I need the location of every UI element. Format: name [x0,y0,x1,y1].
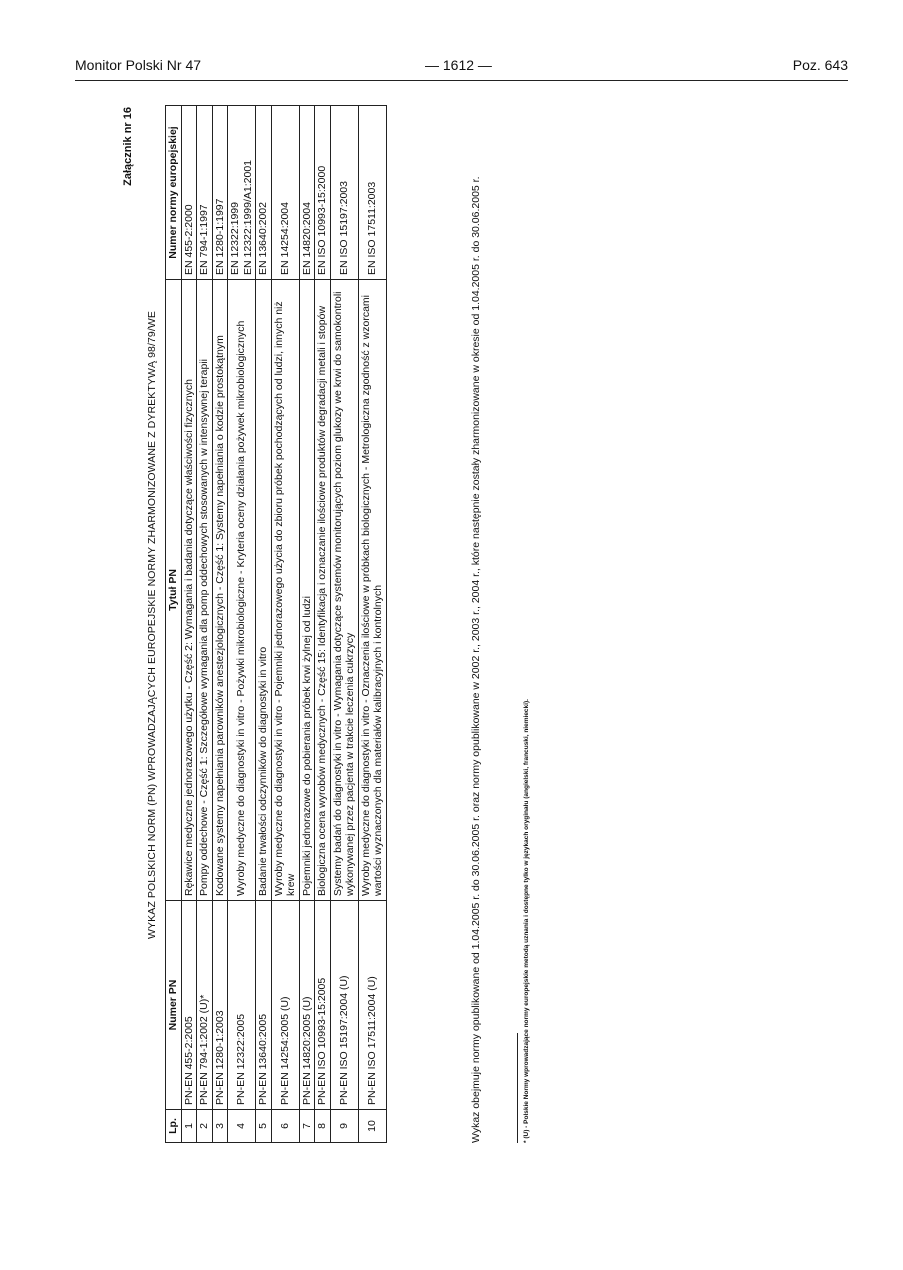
cell-pn-title: Pompy oddechowe - Część 1: Szczegółowe wymagania dla pomp oddechowych stosowanych w intensywnej terapii [197,280,213,901]
cell-pn-title: Badanie trwałości odczynników do diagnostyki in vitro [256,280,272,901]
rotated-content [122,102,552,1148]
page-header [75,57,848,79]
cell-en-number [256,106,272,280]
cell-en-number [271,106,299,280]
cell-pn-title: Wyroby medyczne do diagnostyki in vitro - Pojemniki jednorazowego użycia do zbioru próbek pochodzących od ludzi, innych niż krew [271,280,299,901]
publication-name: Monitor Polski Nr 47 [75,57,202,73]
table-row [181,106,197,1143]
cell-lp: 2 [197,1110,213,1143]
cell-pn-title: Systemy badań do diagnostyki in vitro - Wymagania dotyczące systemów monitorujących poziom glukozy we krwi do samokontroli wykonywanej przez pacjenta w trakcie leczenia cukrzycy [330,280,358,901]
en-number-line: EN 1280-1:1997 [213,198,226,275]
header-pn-number: Numer PN [166,901,182,1110]
cell-pn-number: PN-EN ISO 10993-15:2005 [315,901,331,1110]
en-number-line: EN ISO 17511:2003 [365,181,378,275]
annex-label: Załącznik nr 16 [122,107,134,186]
table-header-row [166,106,182,1143]
cell-pn-title: Pojemniki jednorazowe do pobierania próbek krwi żylnej od ludzi [299,280,315,901]
table-row [330,106,358,1143]
header-en-number: Numer normy europejskiej [166,106,182,280]
page-number: — 1612 — [425,57,492,73]
cell-pn-number: PN-EN 1280-1:2003 [212,901,228,1110]
table-row [256,106,272,1143]
header-lp: Lp. [166,1110,182,1143]
en-number-line: EN 12322:1999 [229,202,241,275]
cell-pn-title: Rękawice medyczne jednorazowego użytku - Część 2: Wymagania i badania dotyczące właściwości fizycznych [181,280,197,901]
cell-en-number [212,106,228,280]
cell-lp: 5 [256,1110,272,1143]
cell-en-number [330,106,358,280]
position-number: Poz. 643 [792,57,848,73]
header-divider [75,80,848,81]
cell-en-number [197,106,213,280]
cell-lp: 3 [212,1110,228,1143]
table-row [358,106,386,1143]
cell-lp: 1 [181,1110,197,1143]
en-number-line: EN ISO 15197:2003 [337,181,350,275]
cell-pn-number: PN-EN 14254:2005 (U) [271,901,299,1110]
table-body [181,106,386,1143]
en-number-line: EN 455-2:2000 [182,204,195,275]
table-row [212,106,228,1143]
cell-en-number [181,106,197,280]
cell-en-number [358,106,386,280]
scope-note: Wykaz obejmuje normy opublikowane od 1.04.2005 r. do 30.06.2005 r. oraz normy opublikowane w 2002 r., 2003 r., 2004 r., które następnie zostały zharmonizowane w okresie od 1.04.2005 r. do 30.06.2005 r. [470,176,482,1143]
cell-pn-title: Wyroby medyczne do diagnostyki in vitro - Pożywki mikrobiologiczne - Kryteria oceny działania pożywek mikrobiologicznych [228,280,256,901]
cell-lp: 6 [271,1110,299,1143]
cell-pn-number: PN-EN ISO 15197:2004 (U) [330,901,358,1110]
footnote-divider [517,1033,518,1143]
cell-pn-number: PN-EN ISO 17511:2004 (U) [358,901,386,1110]
cell-pn-number: PN-EN 455-2:2005 [181,901,197,1110]
cell-pn-number: PN-EN 13640:2005 [256,901,272,1110]
cell-pn-title: Kodowane systemy napełniania parowników anestezjologicznych - Część 1: Systemy napełniania o kodzie prostokątnym [212,280,228,901]
cell-pn-number: PN-EN 14820:2005 (U) [299,901,315,1110]
cell-lp: 7 [299,1110,315,1143]
document-title: WYKAZ POLSKICH NORM (PN) WPROWADZAJĄCYCH EUROPEJSKIE NORMY ZHARMONIZOWANE Z DYREKTYWĄ 98/79/WE [146,311,158,939]
norms-table [165,105,387,1143]
cell-lp: 4 [228,1110,256,1143]
en-number-line: EN ISO 10993-15:2000 [316,165,328,275]
header-pn-title: Tytuł PN [166,280,182,901]
cell-en-number [315,106,331,280]
cell-lp: 8 [315,1110,331,1143]
table-row [197,106,213,1143]
en-number-line: EN 794-1:1997 [198,204,210,275]
cell-pn-title: Biologiczna ocena wyrobów medycznych - Część 15: Identyfikacja i oznaczanie ilościowe produktów degradacji metali i stopów [315,280,331,901]
cell-pn-number: PN-EN 12322:2005 [228,901,256,1110]
cell-lp: 9 [330,1110,358,1143]
en-number-line: EN 12322:1999/A1:2001 [241,159,254,275]
table-row [315,106,331,1143]
footnote: * (U) - Polskie Normy wprowadzające normy europejskie metodą uznania i dostępne tylko w językach oryginału (angielski, francuski, niemiecki). [523,699,530,1143]
cell-lp: 10 [358,1110,386,1143]
cell-en-number [228,106,256,280]
table-row [228,106,256,1143]
en-number-line: EN 14820:2004 [300,202,313,275]
table-row [271,106,299,1143]
cell-en-number [299,106,315,280]
cell-pn-title: Wyroby medyczne do diagnostyki in vitro - Oznaczenia ilościowe w próbkach biologicznych - Metrologiczna zgodność z wzorcami wartości wyznaczonych dla materiałów kalibracyjnych i kontrolnych [358,280,386,901]
cell-pn-number: PN-EN 794-1:2002 (U)* [197,901,213,1110]
en-number-line: EN 13640:2002 [257,202,269,275]
table-row [299,106,315,1143]
en-number-line: EN 14254:2004 [278,202,291,275]
